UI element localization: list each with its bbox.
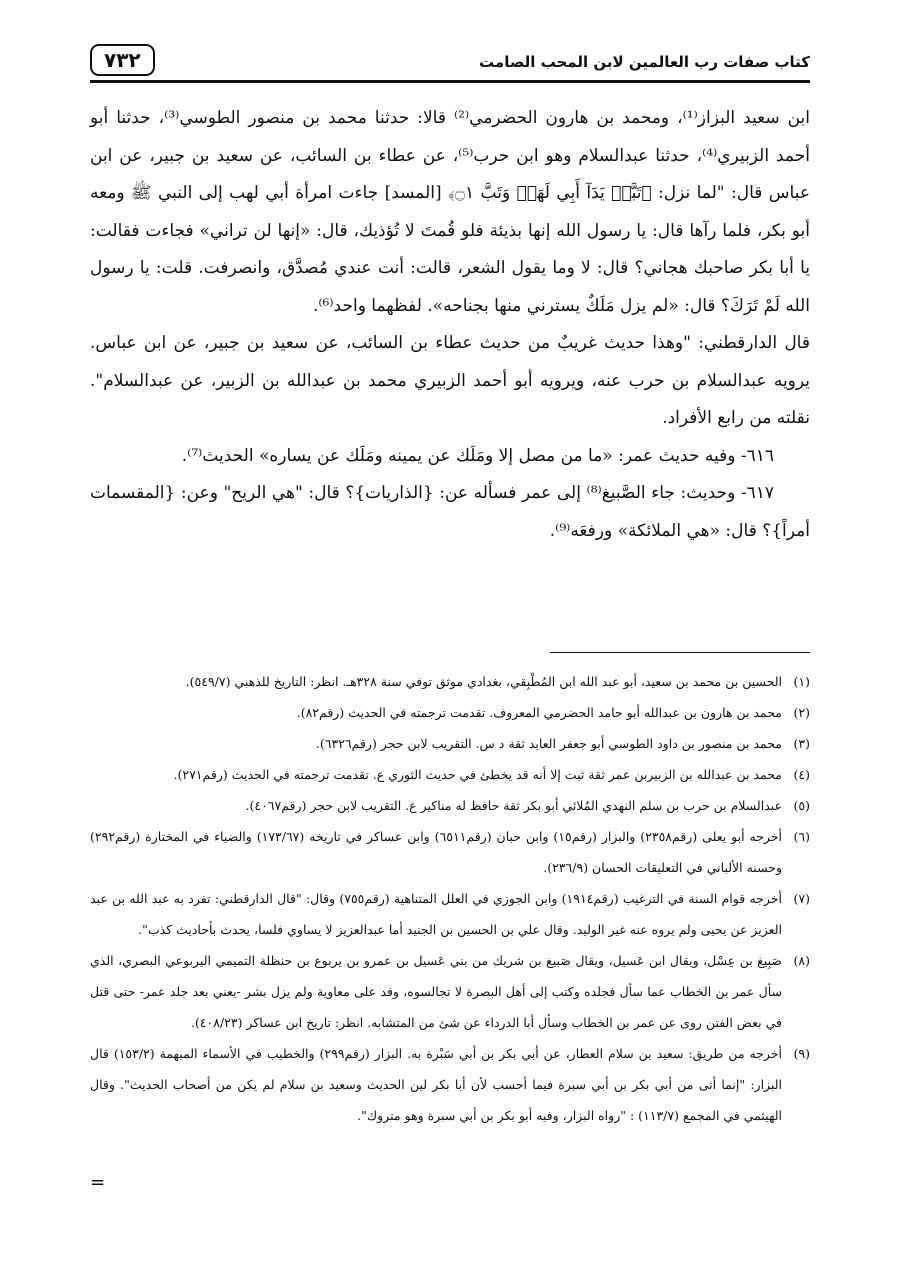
footnote-text: محمد بن منصور بن داود الطوسي أبو جعفر العابد ثقة د س. التقريب لابن حجر (رقم٦٣٢٦). — [315, 736, 782, 751]
paragraph-hadith-616: ٦١٦- وفيه حديث عمر: «ما من مصل إلا ومَلَك عن يمينه ومَلَك عن يساره» الحديث⁽⁷⁾. — [181, 445, 774, 466]
footnote — [90, 883, 810, 945]
header-rule — [90, 80, 810, 83]
page-header — [90, 44, 810, 80]
footnote-text: محمد بن هارون بن عبدالله أبو حامد الحضرمي المعروف. تقدمت ترجمته في الحديث (رقم٨٢). — [296, 705, 782, 720]
footnote — [90, 821, 810, 883]
footnote-text: محمد بن عبدالله بن الزبيربن عمر ثقة ثبت إلا أنه قد يخطئ في حديث الثوري ع. تقدمت ترجمته في الحديث (رقم٢٧١). — [173, 767, 782, 782]
footnote-number: (٢) — [793, 705, 810, 720]
footnote-text: أخرجه من طريق: سعيد بن سلام العطار، عن أبي بكر بن أبي سَبْرة به. البزار (رقم٢٩٩) والخطيب في الأسماء المبهمة (١٥٣/٢) قال البزار: "إنما أتى من أبي بكر بن أبي سبرة فيما أحسب لأن أبا بكر لين الحديث وسعيد بن سلام لم يكن من أصحاب الحديث". وقال الهيثمي في المجمع (١١٣/٧) : "رواه البزار، وفيه أبو بكر بن أبي سبرة وهو متروك". — [90, 1046, 782, 1123]
paragraph-hadith-617: ٦١٧- وحديث: جاء الصَّبيغ⁽⁸⁾ إلى عمر فسأله عن: {الذاريات}؟ قال: "هي الريح" وعن: {المقسمات أمراً}؟ قال: «هي الملائكة» ورفعَه⁽⁹⁾. — [90, 483, 810, 541]
footnote-number: (٥) — [793, 798, 810, 813]
footnote — [90, 666, 810, 697]
footnote-number: (٣) — [793, 736, 810, 751]
footnote-text: الحسين بن محمد بن سعيد، أبو عبد الله ابن المُطْبِقي، بغدادي موثق توفي سنة ٣٢٨هـ. انظر: التاريخ للذهبي (٥٤٩/٧). — [185, 674, 782, 689]
footnote — [90, 728, 810, 759]
footnote-text: عبدالسلام بن حرب بن سلم النهدي المُلائي أبو بكر ثقة حافظ له مناكير ع. التقريب لابن حجر (رقم٤٠٦٧). — [245, 798, 782, 813]
footnote — [90, 759, 810, 790]
page-number: ٧٣٢ — [90, 44, 155, 76]
footnotes — [90, 666, 810, 1131]
footnote — [90, 697, 810, 728]
footnote — [90, 790, 810, 821]
footnote-divider — [550, 652, 810, 653]
footnote-number: (٨) — [793, 953, 810, 968]
footnote-number: (٩) — [793, 1046, 810, 1061]
footnote — [90, 945, 810, 1038]
footnote — [90, 1038, 810, 1131]
footnote-text: أخرجه قوام السنة في الترغيب (رقم١٩١٤) وابن الجوزي في العلل المتناهية (رقم٧٥٥) وقال: "قال الدارقطني: تفرد به عبد الله بن عبد العزيز عن يحيى ولم يروه عنه غير الوليد. وقال علي بن الحسين بن الجنيد أما عبدالعزيز لا يساوي فلسا، يحدث بأحاديث كذب". — [90, 891, 782, 937]
footnote-text: صَبِيغ بن عِسْل، ويقال ابن عَسيل، ويقال صَبيغ بن شريك من بني عَسيل بن عمرو بن يربوع بن حنظلة التميمي اليربوعي البصري، الذي سأل عمر بن الخطاب عما سأل فجلده وكتب إلى أهل البصرة لا تجالسوه، وفد على معاوية ولم يزل بشر -يعني بعد جلد عمر- حتى قتل في بعض الفتن روى عن عمر بن الخطاب وسأل أبا الدرداء عن شئ من المتشابه. انظر: تاريخ ابن عساكر (٤٠٨/٢٣). — [90, 953, 782, 1030]
book-title: كتاب صفات رب العالمين لابن المحب الصامت — [479, 53, 810, 71]
paragraph-daraqutni: قال الدارقطني: "وهذا حديث غريبٌ من حديث عطاء بن السائب، عن سعيد بن جبير، عن ابن عباس. يرويه عبدالسلام بن حرب عنه، ويرويه أبو أحمد الزبيري محمد بن عبدالله بن الزبير، عن عبدالسلام". نقلته من رابع الأفراد. — [90, 333, 810, 428]
paragraph-hadith-615: ابن سعيد البزاز⁽¹⁾، ومحمد بن هارون الحضرمي⁽²⁾ قالا: حدثنا محمد بن منصور الطوسي⁽³⁾، حدثنا أبو أحمد الزبيري⁽⁴⁾، حدثنا عبدالسلام وهو ابن حرب⁽⁵⁾، عن عطاء بن السائب، عن سعيد بن جبير، عن ابن عباس قال: "لما نزل: ﴿تَبَّتۡ يَدَآ أَبِي لَهَبٖ وَتَبَّ ۝١﴾ [المسد] جاءت امرأة أبي لهب إلى النبي ﷺ ومعه أبو بكر، فلما رآها قال: يا رسول الله إنها بذيئة فلو قُمتَ لا تُؤذيك، قال: «إنها لن تراني» فجاءت فقالت: يا أبا بكر صاحبك هجاني؟ قال: لا وما يقول الشعر، قالت: أنت عندي مُصدَّق، وانصرفت. قلت: يا رسول الله لَمْ تَرَكَ؟ قال: «لم يزل مَلَكٌ يسترني منها بجناحه». لفظهما واحد⁽⁶⁾. — [90, 108, 810, 316]
footnote-number: (١) — [793, 674, 810, 689]
footnote-text: أخرجه أبو يعلى (رقم٢٣٥٨) والبزار (رقم١٥) وابن حبان (رقم٦٥١١) وابن عساكر في تاريخه (١٧٣/٦٧) والضياء في المختارة (رقم٢٩٢) وحسنه الألباني في التعليقات الحسان (٢٣٦/٩). — [90, 829, 783, 875]
main-text — [90, 100, 810, 550]
footnote-number: (٦) — [793, 829, 810, 844]
footnote-number: (٧) — [793, 891, 810, 906]
footnote-number: (٤) — [793, 767, 810, 782]
end-mark: = — [90, 1172, 106, 1193]
